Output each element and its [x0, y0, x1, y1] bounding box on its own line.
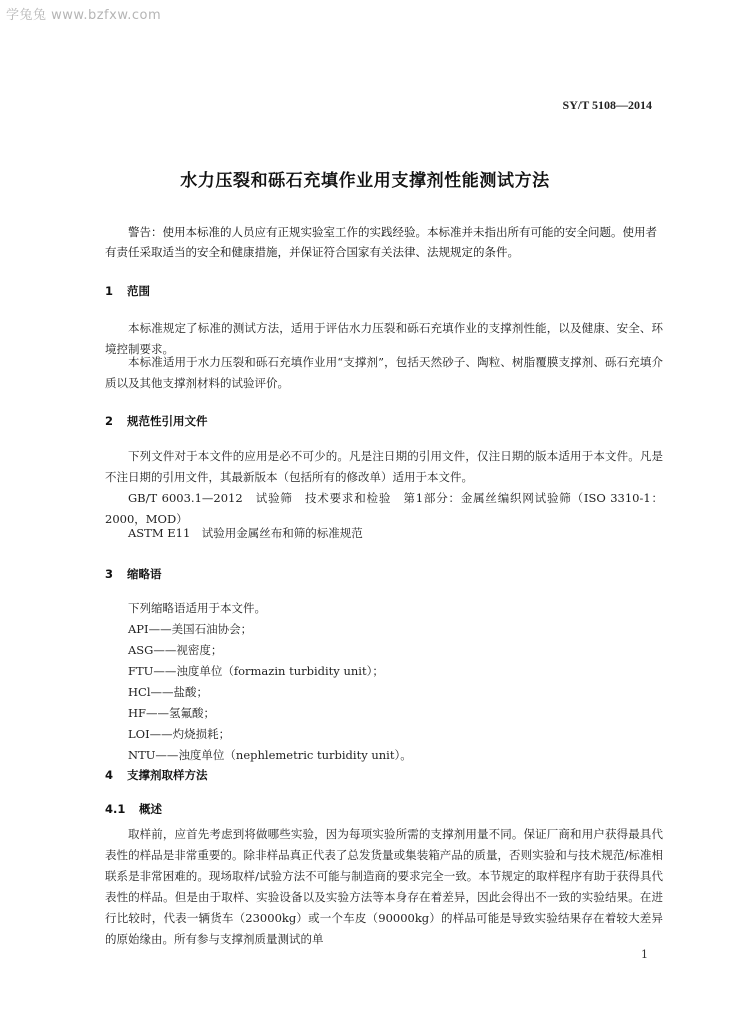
section-4-heading [105, 767, 208, 783]
abbreviation-item: LOI——灼烧损耗； [128, 727, 231, 741]
section-number: 3 [105, 567, 114, 581]
section-title: 规范性引用文件 [127, 414, 208, 428]
warning-paragraph: 警告：使用本标准的人员应有正规实验室工作的实践经验。本标准并未指出所有可能的安全问题。使用者有责任采取适当的安全和健康措施，并保证符合国家有关法律、法规规定的条件。 [105, 225, 657, 259]
abbreviation-item: ASG——视密度； [128, 643, 223, 657]
abbreviation-intro: 下列缩略语适用于本文件。 [128, 601, 266, 615]
section-title: 范围 [127, 284, 150, 298]
section-title: 支撑剂取样方法 [127, 768, 208, 782]
scope-paragraph-1: 本标准规定了标准的测试方法，适用于评估水力压裂和砾石充填作业的支撑剂性能，以及健康、安全、环境控制要求。 [105, 321, 663, 356]
reference-astm-e11: ASTM E11 试验用金属丝布和筛的标准规范 [128, 526, 363, 540]
watermark: 学兔兔 www.bzfxw.com [6, 8, 162, 23]
document-title: 水力压裂和砾石充填作业用支撑剂性能测试方法 [180, 171, 550, 191]
sampling-overview-paragraph: 取样前，应首先考虑到将做哪些实验，因为每项实验所需的支撑剂用量不同。保证厂商和用户获得最具代表性的样品是非常重要的。除非样品真正代表了总发货量或集装箱产品的质量，否则实验和与技术规范/标准相联系是非常困难的。现场取样/试验方法不可能与制造商的要求完全一致。本节规定的取样程序有助于获得具代表性的样品。但是由于取样、实验设备以及实验方法等本身存在着差异，因此会得出不一致的实验结果。在进行比较时，代表一辆货车（23000kg）或一个车皮（90000kg）的样品可能是导致实验结果存在着较大差异的原始缘由。所有参与支撑剂质量测试的单 [105, 827, 663, 946]
section-3-heading [105, 566, 162, 582]
abbreviation-item: API——美国石油协会； [128, 622, 253, 636]
abbreviation-item: HF——氢氟酸； [128, 706, 216, 720]
section-title: 缩略语 [127, 567, 162, 581]
page-number: 1 [641, 948, 648, 961]
section-1-heading [105, 283, 150, 299]
reference-gbt-6003: GB/T 6003.1—2012 试验筛 技术要求和检验 第1部分：金属丝编织网试验筛（ISO 3310-1：2000，MOD） [105, 491, 663, 526]
subsection-number: 4.1 [105, 802, 126, 816]
section-number: 4 [105, 768, 114, 782]
scope-paragraph-2: 本标准适用于水力压裂和砾石充填作业用“支撑剂”，包括天然砂子、陶粒、树脂覆膜支撑剂、砾石充填介质以及其他支撑剂材料的试验评价。 [105, 355, 663, 390]
section-number: 2 [105, 414, 114, 428]
section-number: 1 [105, 284, 114, 298]
section-2-heading [105, 413, 208, 429]
abbreviation-item: FTU——浊度单位（formazin turbidity unit）； [128, 664, 384, 678]
abbreviation-item: HCl——盐酸； [128, 685, 209, 699]
subsection-4-1-heading [105, 801, 162, 817]
abbreviation-item: NTU——浊度单位（nephlemetric turbidity unit）。 [128, 748, 412, 762]
normative-paragraph: 下列文件对于本文件的应用是必不可少的。凡是注日期的引用文件，仅注日期的版本适用于本文件。凡是不注日期的引用文件，其最新版本（包括所有的修改单）适用于本文件。 [105, 449, 663, 484]
standard-code: SY/T 5108—2014 [562, 98, 652, 112]
subsection-title: 概述 [139, 802, 162, 816]
